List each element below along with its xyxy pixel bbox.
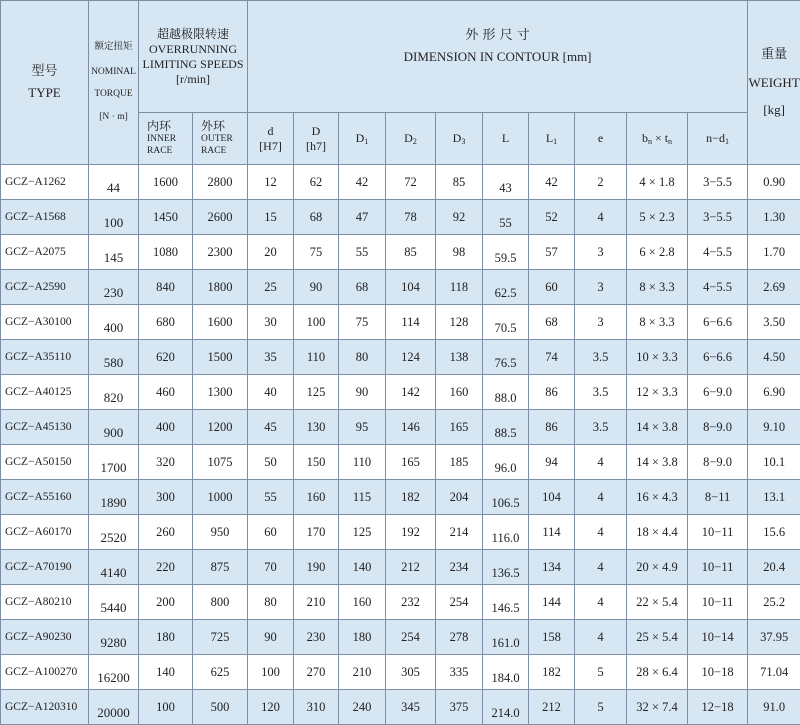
cell-outer-D: 62 [294, 165, 339, 200]
cell-L: 161.0 [483, 620, 529, 655]
cell-D2: 192 [386, 515, 436, 550]
cell-D3: 98 [436, 235, 483, 270]
cell-holes: 10−11 [688, 550, 748, 585]
cell-e: 3.5 [575, 410, 627, 445]
cell-L1: 104 [529, 480, 575, 515]
cell-bore-d: 25 [248, 270, 294, 305]
cell-L1: 134 [529, 550, 575, 585]
cell-bore-d: 30 [248, 305, 294, 340]
cell-D1: 55 [339, 235, 386, 270]
table-row [1, 655, 800, 690]
cell-D1: 47 [339, 200, 386, 235]
cell-D2: 142 [386, 375, 436, 410]
col-D3-header: $D_3$ [436, 113, 483, 165]
col-D1-header: $D_1$ [339, 113, 386, 165]
cell-inner-speed: 320 [139, 445, 193, 480]
cell-outer-speed: 625 [193, 655, 248, 690]
cell-bore-d: 70 [248, 550, 294, 585]
cell-D1: 180 [339, 620, 386, 655]
col-holes-header: $n-d_1$ [688, 113, 748, 165]
cell-D2: 124 [386, 340, 436, 375]
cell-bore-d: 45 [248, 410, 294, 445]
table-row [1, 690, 800, 725]
cell-keyway: 4 × 1.8 [627, 165, 688, 200]
table-row [1, 340, 800, 375]
cell-outer-D: 160 [294, 480, 339, 515]
outer-race-header: 外环 OUTER RACE [193, 113, 248, 165]
cell-nominal-torque: 2520 [89, 515, 139, 550]
table-row [1, 445, 800, 480]
cell-outer-D: 90 [294, 270, 339, 305]
cell-inner-speed: 1450 [139, 200, 193, 235]
cell-nominal-torque: 820 [89, 375, 139, 410]
cell-keyway: 6 × 2.8 [627, 235, 688, 270]
cell-inner-speed: 180 [139, 620, 193, 655]
cell-e: 4 [575, 620, 627, 655]
cell-type: GCZ−A40125 [1, 375, 89, 410]
cell-nominal-torque: 145 [89, 235, 139, 270]
cell-type: GCZ−A55160 [1, 480, 89, 515]
table-row [1, 305, 800, 340]
cell-L: 76.5 [483, 340, 529, 375]
cell-D3: 204 [436, 480, 483, 515]
cell-type: GCZ−A30100 [1, 305, 89, 340]
cell-L: 184.0 [483, 655, 529, 690]
table-header [1, 1, 800, 165]
cell-type: GCZ−A80210 [1, 585, 89, 620]
cell-L1: 57 [529, 235, 575, 270]
cell-L: 43 [483, 165, 529, 200]
cell-outer-speed: 950 [193, 515, 248, 550]
cell-D2: 146 [386, 410, 436, 445]
cell-keyway: 16 × 4.3 [627, 480, 688, 515]
cell-outer-D: 310 [294, 690, 339, 725]
cell-L1: 212 [529, 690, 575, 725]
cell-weight: 3.50 [748, 305, 800, 340]
cell-outer-speed: 1200 [193, 410, 248, 445]
cell-keyway: 18 × 4.4 [627, 515, 688, 550]
cell-nominal-torque: 100 [89, 200, 139, 235]
cell-outer-speed: 1300 [193, 375, 248, 410]
cell-type: GCZ−A45130 [1, 410, 89, 445]
cell-L: 106.5 [483, 480, 529, 515]
cell-D2: 72 [386, 165, 436, 200]
cell-weight: 37.95 [748, 620, 800, 655]
cell-D3: 335 [436, 655, 483, 690]
cell-L1: 68 [529, 305, 575, 340]
cell-weight: 6.90 [748, 375, 800, 410]
cell-nominal-torque: 900 [89, 410, 139, 445]
cell-outer-D: 230 [294, 620, 339, 655]
cell-D2: 254 [386, 620, 436, 655]
cell-inner-speed: 620 [139, 340, 193, 375]
cell-inner-speed: 220 [139, 550, 193, 585]
table-row [1, 550, 800, 585]
cell-type: GCZ−A35110 [1, 340, 89, 375]
cell-outer-D: 210 [294, 585, 339, 620]
cell-holes: 3−5.5 [688, 200, 748, 235]
cell-nominal-torque: 1890 [89, 480, 139, 515]
cell-L: 62.5 [483, 270, 529, 305]
cell-D1: 75 [339, 305, 386, 340]
cell-type: GCZ−A50150 [1, 445, 89, 480]
cell-holes: 8−9.0 [688, 445, 748, 480]
cell-outer-D: 110 [294, 340, 339, 375]
cell-L: 136.5 [483, 550, 529, 585]
cell-keyway: 25 × 5.4 [627, 620, 688, 655]
cell-bore-d: 40 [248, 375, 294, 410]
table-row [1, 410, 800, 445]
cell-L: 70.5 [483, 305, 529, 340]
cell-D3: 165 [436, 410, 483, 445]
cell-type: GCZ−A2075 [1, 235, 89, 270]
cell-type: GCZ−A70190 [1, 550, 89, 585]
cell-D1: 95 [339, 410, 386, 445]
cell-type: GCZ−A1568 [1, 200, 89, 235]
cell-L1: 74 [529, 340, 575, 375]
cell-e: 5 [575, 690, 627, 725]
cell-weight: 13.1 [748, 480, 800, 515]
cell-D1: 110 [339, 445, 386, 480]
cell-D3: 160 [436, 375, 483, 410]
cell-L1: 52 [529, 200, 575, 235]
cell-holes: 6−6.6 [688, 305, 748, 340]
cell-weight: 9.10 [748, 410, 800, 445]
cell-bore-d: 55 [248, 480, 294, 515]
cell-holes: 10−14 [688, 620, 748, 655]
cell-bore-d: 35 [248, 340, 294, 375]
cell-L: 146.5 [483, 585, 529, 620]
table-row [1, 375, 800, 410]
cell-holes: 3−5.5 [688, 165, 748, 200]
col-L-header: L [483, 113, 529, 165]
cell-outer-D: 75 [294, 235, 339, 270]
cell-D1: 210 [339, 655, 386, 690]
cell-bore-d: 60 [248, 515, 294, 550]
cell-D1: 80 [339, 340, 386, 375]
type-header: 型号 TYPE [1, 1, 89, 165]
table-row [1, 480, 800, 515]
cell-weight: 1.70 [748, 235, 800, 270]
col-L1-header: $L_1$ [529, 113, 575, 165]
cell-outer-speed: 2800 [193, 165, 248, 200]
cell-bore-d: 50 [248, 445, 294, 480]
cell-L: 96.0 [483, 445, 529, 480]
cell-outer-speed: 1075 [193, 445, 248, 480]
cell-holes: 10−18 [688, 655, 748, 690]
cell-outer-speed: 800 [193, 585, 248, 620]
cell-L: 214.0 [483, 690, 529, 725]
cell-keyway: 32 × 7.4 [627, 690, 688, 725]
cell-D2: 182 [386, 480, 436, 515]
cell-e: 3.5 [575, 375, 627, 410]
cell-type: GCZ−A120310 [1, 690, 89, 725]
cell-inner-speed: 200 [139, 585, 193, 620]
cell-L: 55 [483, 200, 529, 235]
cell-inner-speed: 300 [139, 480, 193, 515]
cell-nominal-torque: 4140 [89, 550, 139, 585]
cell-e: 3 [575, 305, 627, 340]
cell-D3: 118 [436, 270, 483, 305]
cell-inner-speed: 140 [139, 655, 193, 690]
cell-outer-speed: 500 [193, 690, 248, 725]
cell-weight: 1.30 [748, 200, 800, 235]
cell-L: 59.5 [483, 235, 529, 270]
cell-D1: 42 [339, 165, 386, 200]
cell-outer-D: 68 [294, 200, 339, 235]
cell-keyway: 8 × 3.3 [627, 305, 688, 340]
cell-holes: 8−9.0 [688, 410, 748, 445]
cell-nominal-torque: 400 [89, 305, 139, 340]
cell-outer-speed: 725 [193, 620, 248, 655]
cell-L: 116.0 [483, 515, 529, 550]
cell-weight: 2.69 [748, 270, 800, 305]
table-row [1, 620, 800, 655]
cell-outer-speed: 1600 [193, 305, 248, 340]
cell-L: 88.0 [483, 375, 529, 410]
cell-D3: 128 [436, 305, 483, 340]
cell-D3: 254 [436, 585, 483, 620]
cell-nominal-torque: 9280 [89, 620, 139, 655]
cell-L1: 94 [529, 445, 575, 480]
cell-weight: 71.04 [748, 655, 800, 690]
cell-D2: 305 [386, 655, 436, 690]
cell-outer-D: 150 [294, 445, 339, 480]
cell-keyway: 22 × 5.4 [627, 585, 688, 620]
cell-outer-speed: 1500 [193, 340, 248, 375]
cell-weight: 0.90 [748, 165, 800, 200]
cell-e: 5 [575, 655, 627, 690]
cell-D3: 375 [436, 690, 483, 725]
cell-keyway: 14 × 3.8 [627, 410, 688, 445]
cell-D2: 212 [386, 550, 436, 585]
cell-weight: 25.2 [748, 585, 800, 620]
cell-D2: 114 [386, 305, 436, 340]
dimension-header: 外 形 尺 寸 DIMENSION IN CONTOUR [mm] [248, 1, 748, 113]
cell-inner-speed: 460 [139, 375, 193, 410]
torque-header: 额定扭矩 NOMINAL TORQUE [N · m] [89, 1, 139, 165]
cell-type: GCZ−A100270 [1, 655, 89, 690]
cell-inner-speed: 260 [139, 515, 193, 550]
weight-header: 重量 WEIGHT [kg] [748, 1, 800, 165]
cell-holes: 8−11 [688, 480, 748, 515]
cell-D2: 345 [386, 690, 436, 725]
cell-D2: 104 [386, 270, 436, 305]
table-row [1, 235, 800, 270]
cell-e: 3 [575, 270, 627, 305]
cell-e: 3.5 [575, 340, 627, 375]
cell-e: 3 [575, 235, 627, 270]
cell-nominal-torque: 580 [89, 340, 139, 375]
cell-D3: 185 [436, 445, 483, 480]
cell-nominal-torque: 1700 [89, 445, 139, 480]
cell-keyway: 14 × 3.8 [627, 445, 688, 480]
cell-D1: 90 [339, 375, 386, 410]
cell-inner-speed: 840 [139, 270, 193, 305]
cell-keyway: 12 × 3.3 [627, 375, 688, 410]
table-row [1, 200, 800, 235]
col-d-header: d [H7] [248, 113, 294, 165]
cell-inner-speed: 1600 [139, 165, 193, 200]
cell-e: 4 [575, 515, 627, 550]
cell-L1: 158 [529, 620, 575, 655]
table-row [1, 585, 800, 620]
cell-L: 88.5 [483, 410, 529, 445]
cell-weight: 10.1 [748, 445, 800, 480]
cell-bore-d: 90 [248, 620, 294, 655]
cell-outer-D: 170 [294, 515, 339, 550]
cell-D3: 138 [436, 340, 483, 375]
cell-outer-D: 125 [294, 375, 339, 410]
cell-keyway: 20 × 4.9 [627, 550, 688, 585]
cell-D3: 278 [436, 620, 483, 655]
cell-outer-D: 100 [294, 305, 339, 340]
cell-L1: 114 [529, 515, 575, 550]
cell-bore-d: 15 [248, 200, 294, 235]
col-e-header: e [575, 113, 627, 165]
cell-inner-speed: 400 [139, 410, 193, 445]
cell-L1: 60 [529, 270, 575, 305]
cell-D3: 234 [436, 550, 483, 585]
cell-nominal-torque: 5440 [89, 585, 139, 620]
table-row [1, 515, 800, 550]
cell-D1: 115 [339, 480, 386, 515]
table-body [1, 165, 800, 725]
cell-D1: 160 [339, 585, 386, 620]
cell-D1: 125 [339, 515, 386, 550]
table-row [1, 165, 800, 200]
cell-inner-speed: 100 [139, 690, 193, 725]
cell-outer-speed: 1800 [193, 270, 248, 305]
cell-D1: 68 [339, 270, 386, 305]
cell-D2: 85 [386, 235, 436, 270]
cell-holes: 12−18 [688, 690, 748, 725]
cell-bore-d: 80 [248, 585, 294, 620]
cell-D2: 165 [386, 445, 436, 480]
cell-L1: 42 [529, 165, 575, 200]
speed-header: 超越极限转速 OVERRUNNING LIMITING SPEEDS [r/min] [139, 1, 248, 113]
cell-holes: 4−5.5 [688, 235, 748, 270]
col-D2-header: $D_2$ [386, 113, 436, 165]
cell-inner-speed: 680 [139, 305, 193, 340]
cell-D2: 232 [386, 585, 436, 620]
cell-weight: 4.50 [748, 340, 800, 375]
cell-type: GCZ−A2590 [1, 270, 89, 305]
cell-holes: 10−11 [688, 585, 748, 620]
cell-D2: 78 [386, 200, 436, 235]
cell-nominal-torque: 16200 [89, 655, 139, 690]
cell-bore-d: 20 [248, 235, 294, 270]
cell-holes: 4−5.5 [688, 270, 748, 305]
cell-L1: 182 [529, 655, 575, 690]
cell-e: 4 [575, 550, 627, 585]
cell-e: 2 [575, 165, 627, 200]
cell-keyway: 8 × 3.3 [627, 270, 688, 305]
cell-outer-speed: 2300 [193, 235, 248, 270]
cell-D1: 140 [339, 550, 386, 585]
cell-L1: 86 [529, 410, 575, 445]
cell-weight: 91.0 [748, 690, 800, 725]
cell-bore-d: 120 [248, 690, 294, 725]
cell-outer-speed: 1000 [193, 480, 248, 515]
cell-outer-D: 270 [294, 655, 339, 690]
cell-D3: 85 [436, 165, 483, 200]
table-row [1, 270, 800, 305]
cell-holes: 6−9.0 [688, 375, 748, 410]
cell-outer-D: 130 [294, 410, 339, 445]
cell-nominal-torque: 44 [89, 165, 139, 200]
cell-nominal-torque: 230 [89, 270, 139, 305]
cell-L1: 86 [529, 375, 575, 410]
cell-keyway: 28 × 6.4 [627, 655, 688, 690]
cell-D3: 92 [436, 200, 483, 235]
cell-weight: 20.4 [748, 550, 800, 585]
cell-keyway: 5 × 2.3 [627, 200, 688, 235]
cell-D1: 240 [339, 690, 386, 725]
cell-type: GCZ−A90230 [1, 620, 89, 655]
cell-e: 4 [575, 585, 627, 620]
cell-nominal-torque: 20000 [89, 690, 139, 725]
col-keyway-header: $b_n \times t_n$ [627, 113, 688, 165]
cell-L1: 144 [529, 585, 575, 620]
cell-outer-speed: 875 [193, 550, 248, 585]
col-D-header: D [h7] [294, 113, 339, 165]
cell-holes: 6−6.6 [688, 340, 748, 375]
cell-e: 4 [575, 480, 627, 515]
cell-e: 4 [575, 445, 627, 480]
cell-type: GCZ−A60170 [1, 515, 89, 550]
cell-outer-D: 190 [294, 550, 339, 585]
cell-D3: 214 [436, 515, 483, 550]
cell-type: GCZ−A1262 [1, 165, 89, 200]
cell-holes: 10−11 [688, 515, 748, 550]
cell-keyway: 10 × 3.3 [627, 340, 688, 375]
cell-inner-speed: 1080 [139, 235, 193, 270]
cell-e: 4 [575, 200, 627, 235]
inner-race-header: 内环 INNER RACE [139, 113, 193, 165]
cell-bore-d: 100 [248, 655, 294, 690]
cell-weight: 15.6 [748, 515, 800, 550]
cell-outer-speed: 2600 [193, 200, 248, 235]
cell-bore-d: 12 [248, 165, 294, 200]
